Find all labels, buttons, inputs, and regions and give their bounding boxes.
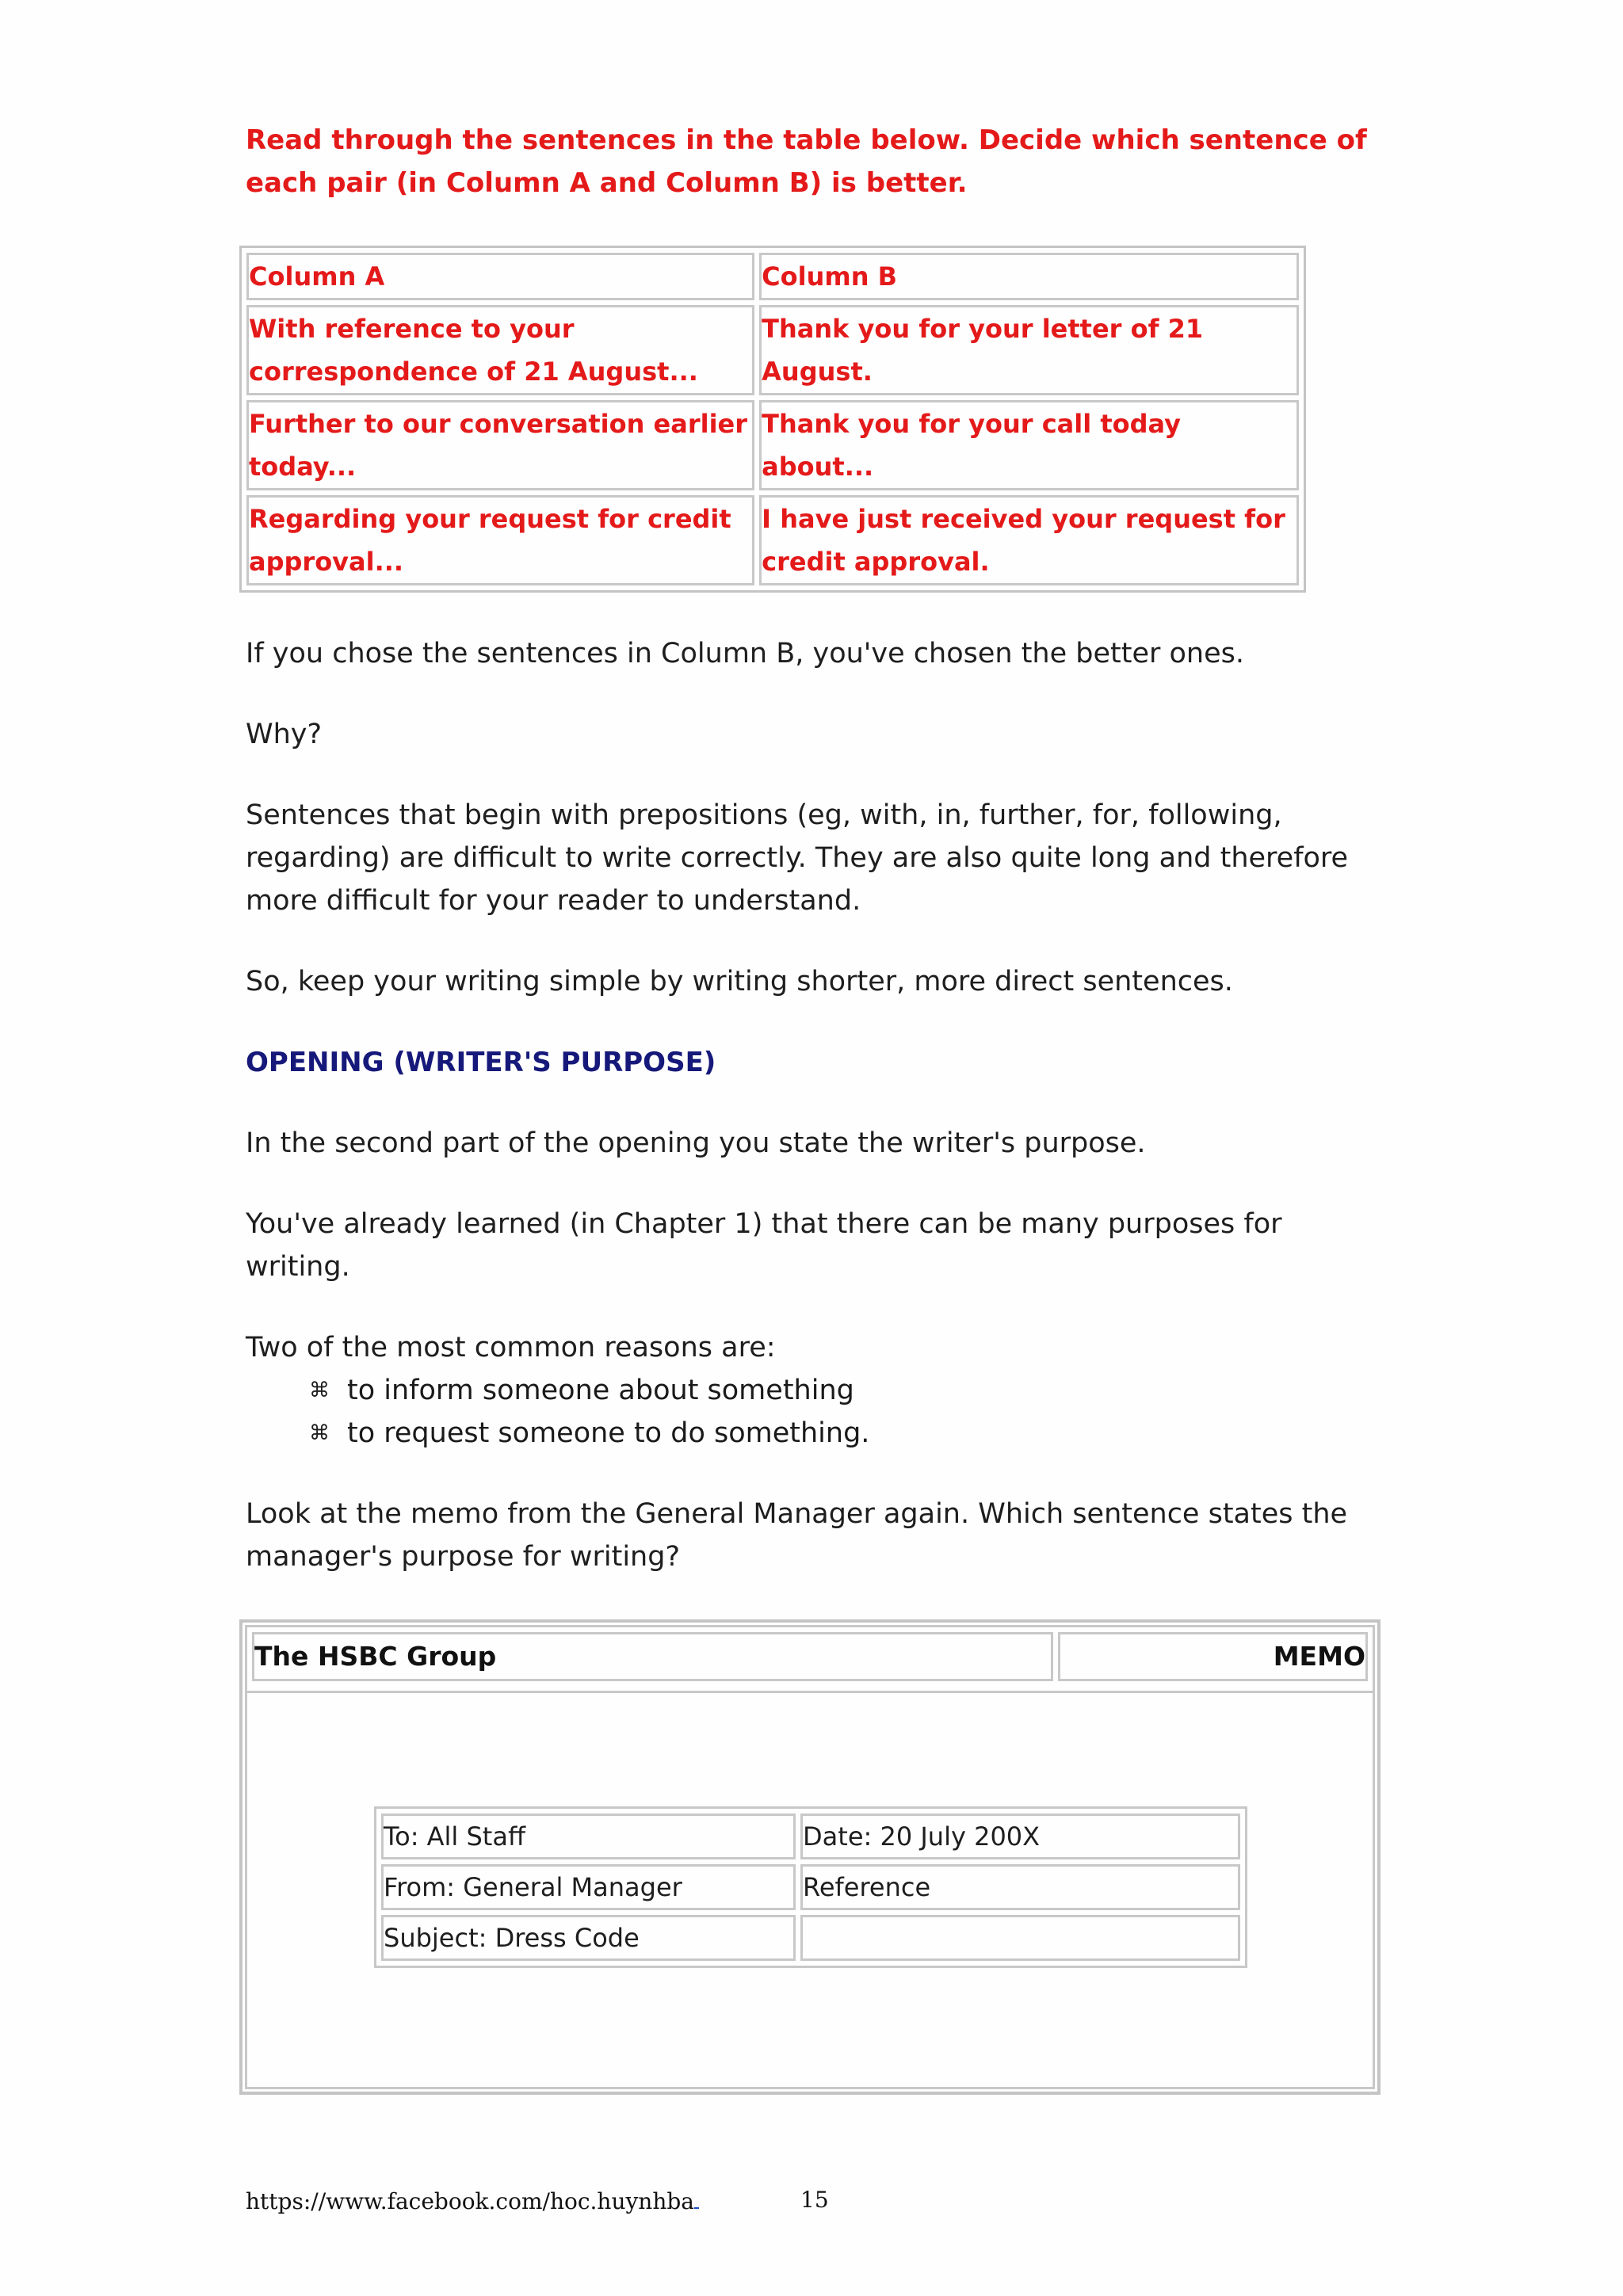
column-a-cell: With reference to your correspondence of 21 August... xyxy=(246,305,754,395)
keep-simple-paragraph: So, keep your writing simple by writing shorter, more direct sentences. xyxy=(246,966,1233,997)
prepositions-paragraph: Sentences that begin with prepositions (eg, with, in, further, for, following, regarding) are difficult to write correctly. They are also quite long and therefore more difficult for your reader to understand. xyxy=(246,799,1349,917)
second-part-paragraph: In the second part of the opening you state the writer's purpose. xyxy=(246,1127,1146,1159)
link-underline xyxy=(694,2187,699,2209)
list-item-text: to inform someone about something xyxy=(347,1375,854,1406)
intro-instruction: Read through the sentences in the table below. Decide which sentence of each pair (in Column A and Column B) is better. xyxy=(246,124,1367,199)
column-b-cell: Thank you for your letter of 21 August. xyxy=(759,305,1299,395)
column-b-header: Column B xyxy=(759,253,1299,300)
column-a-header: Column A xyxy=(246,253,754,300)
why-paragraph: Why? xyxy=(246,719,323,750)
memo-from: From: General Manager xyxy=(381,1864,796,1910)
page-content xyxy=(246,119,1387,2095)
list-item xyxy=(309,1412,1387,1455)
already-learned-paragraph: You've already learned (in Chapter 1) that there can be many purposes for writing. xyxy=(246,1208,1282,1283)
list-item xyxy=(309,1369,1387,1412)
table-row xyxy=(379,1913,1243,1963)
memo-company: The HSBC Group xyxy=(252,1632,1053,1681)
memo-frame xyxy=(245,1625,1375,2089)
table-row xyxy=(244,493,1301,588)
column-b-cell: Thank you for your call today about... xyxy=(759,400,1299,490)
memo-date: Date: 20 July 200X xyxy=(800,1814,1240,1859)
command-bullet-icon: ⌘ xyxy=(309,1421,330,1445)
footer-link[interactable]: https://www.facebook.com/hoc.huynhba xyxy=(246,2188,694,2214)
table-row xyxy=(379,1862,1243,1913)
memo-box xyxy=(239,1619,1381,2095)
table-row xyxy=(244,398,1301,493)
memo-to: To: All Staff xyxy=(381,1814,796,1859)
look-at-memo-paragraph: Look at the memo from the General Manager again. Which sentence states the manager's purpose for writing? xyxy=(246,1498,1348,1573)
memo-empty-cell xyxy=(800,1915,1240,1961)
command-bullet-icon: ⌘ xyxy=(309,1379,330,1402)
memo-details-table xyxy=(374,1806,1247,1968)
comparison-table xyxy=(239,246,1306,593)
column-b-cell: I have just received your request for credit approval. xyxy=(759,495,1299,585)
reasons-list xyxy=(246,1369,1387,1455)
section-heading: OPENING (WRITER'S PURPOSE) xyxy=(246,1047,716,1078)
memo-type: MEMO xyxy=(1058,1632,1368,1681)
table-header-row xyxy=(244,250,1301,303)
table-row xyxy=(379,1811,1243,1862)
column-a-cell: Regarding your request for credit approval... xyxy=(246,495,754,585)
chose-b-paragraph: If you chose the sentences in Column B, you've chosen the better ones. xyxy=(246,638,1244,669)
memo-divider xyxy=(247,1691,1373,1693)
footer-url[interactable] xyxy=(246,2187,699,2214)
list-item-text: to request someone to do something. xyxy=(347,1417,870,1449)
memo-reference: Reference xyxy=(800,1864,1240,1910)
table-row xyxy=(244,303,1301,398)
two-reasons-paragraph: Two of the most common reasons are: xyxy=(246,1332,776,1363)
memo-header xyxy=(250,1630,1370,1684)
memo-subject: Subject: Dress Code xyxy=(381,1915,796,1961)
page-number: 15 xyxy=(800,2187,829,2213)
column-a-cell: Further to our conversation earlier today... xyxy=(246,400,754,490)
